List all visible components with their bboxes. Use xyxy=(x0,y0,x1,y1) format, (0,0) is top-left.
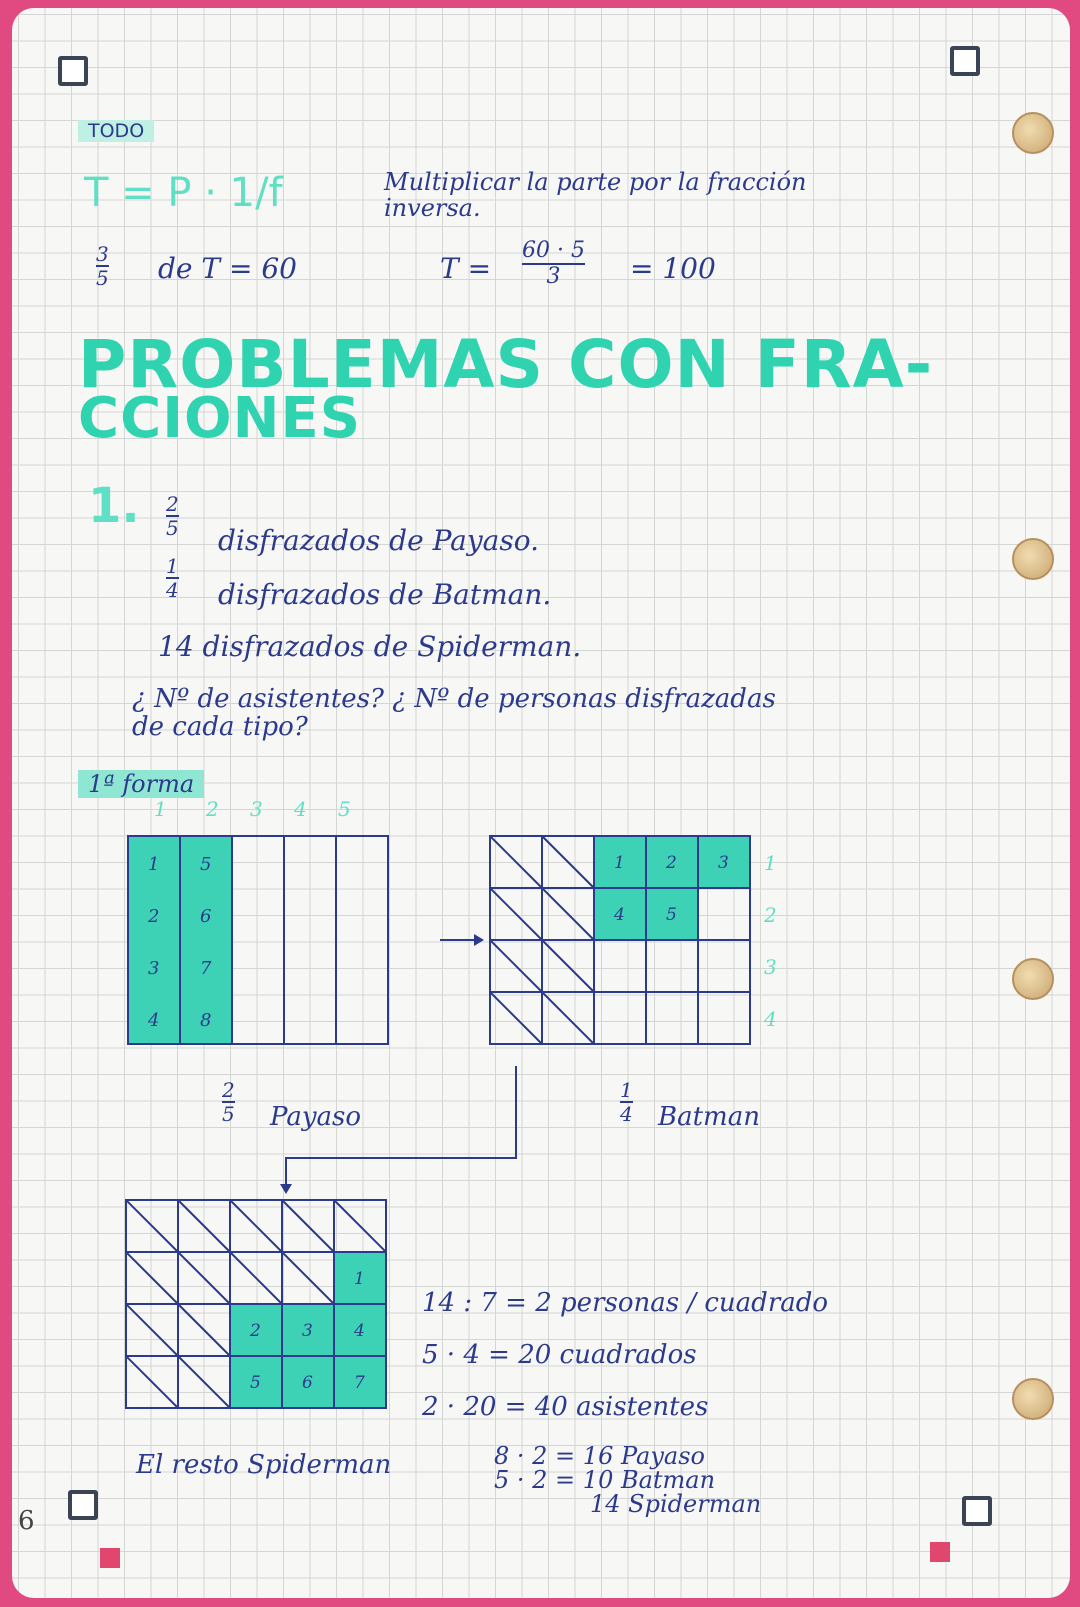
svg-text:1: 1 xyxy=(154,797,167,821)
svg-text:8: 8 xyxy=(200,1010,212,1031)
svg-text:4: 4 xyxy=(148,1010,160,1031)
svg-text:2: 2 xyxy=(666,853,677,873)
formula-explanation-1: Multiplicar la parte por la fracción xyxy=(384,168,807,196)
example-calc-den: 3 xyxy=(546,264,561,289)
svg-text:1: 1 xyxy=(614,853,625,873)
svg-text:1: 1 xyxy=(764,851,777,875)
svg-text:2: 2 xyxy=(764,903,777,927)
svg-text:5: 5 xyxy=(338,797,351,821)
svg-text:3: 3 xyxy=(764,955,777,979)
problem-fraction-1-den: 5 xyxy=(166,516,179,540)
batman-fraction-num: 1 xyxy=(620,1078,633,1102)
question-line-2: de cada tipo? xyxy=(132,712,308,742)
svg-text:2: 2 xyxy=(206,797,219,821)
svg-text:3: 3 xyxy=(250,797,263,821)
svg-text:2: 2 xyxy=(148,906,160,927)
batman-fraction-den: 4 xyxy=(620,1102,633,1126)
svg-text:3: 3 xyxy=(718,853,729,873)
svg-text:4: 4 xyxy=(764,1007,777,1031)
calc-line-4: 8 · 2 = 16 Payaso xyxy=(494,1442,705,1470)
svg-text:5: 5 xyxy=(200,854,212,875)
calc-line-2: 5 · 4 = 20 cuadrados xyxy=(422,1340,697,1370)
payaso-fraction xyxy=(222,1080,235,1124)
title-line-2: CCIONES xyxy=(78,386,362,451)
example-result: = 100 xyxy=(630,252,716,285)
section-label: 1ª forma xyxy=(78,770,204,798)
payaso-fraction-den: 5 xyxy=(222,1102,235,1126)
svg-text:4: 4 xyxy=(614,905,625,925)
batman-label: Batman xyxy=(658,1102,760,1132)
example-equation: de T = 60 xyxy=(158,252,297,285)
rest-label: El resto Spiderman xyxy=(136,1450,392,1480)
calc-line-5: 5 · 2 = 10 Batman xyxy=(494,1466,716,1494)
problem-line-2: disfrazados de Batman. xyxy=(218,578,552,611)
payaso-label: Payaso xyxy=(270,1102,362,1132)
svg-text:5: 5 xyxy=(250,1373,261,1393)
title-line-1: PROBLEMAS CON FRA- xyxy=(78,326,934,403)
problem-line-1: disfrazados de Payaso. xyxy=(218,524,540,557)
payaso-grid xyxy=(128,836,388,1044)
svg-text:6: 6 xyxy=(302,1373,313,1393)
payaso-fraction-num: 2 xyxy=(222,1078,235,1102)
question-line-1: ¿ Nº de asistentes? ¿ Nº de personas disfrazadas xyxy=(132,684,776,714)
svg-text:7: 7 xyxy=(354,1373,365,1393)
calc-line-6: 14 Spiderman xyxy=(590,1490,762,1518)
example-fraction-den: 5 xyxy=(96,266,109,290)
problem-fraction-2-num: 1 xyxy=(166,554,179,578)
spiderman-grid xyxy=(126,1200,386,1408)
svg-text:7: 7 xyxy=(200,958,212,979)
todo-label: TODO xyxy=(78,120,154,142)
batman-fraction xyxy=(620,1080,633,1124)
calc-line-1: 14 : 7 = 2 personas / cuadrado xyxy=(422,1288,829,1318)
column-numbers xyxy=(154,797,351,821)
svg-text:1: 1 xyxy=(148,854,160,875)
formula-explanation-2: inversa. xyxy=(384,194,481,222)
problem-fraction-2-den: 4 xyxy=(166,578,179,602)
svg-text:3: 3 xyxy=(302,1321,313,1341)
example-t: T = xyxy=(440,252,492,285)
svg-text:6: 6 xyxy=(200,906,212,927)
formula-main: T = P · 1/f xyxy=(84,170,283,216)
problem-line-3: 14 disfrazados de Spiderman. xyxy=(158,630,582,663)
svg-text:4: 4 xyxy=(294,797,307,821)
svg-text:2: 2 xyxy=(250,1321,261,1341)
notebook-page xyxy=(12,8,1070,1598)
problem-fraction-1-num: 2 xyxy=(166,492,179,516)
example-fraction-num: 3 xyxy=(96,242,109,266)
page-number: 6 xyxy=(18,1506,35,1536)
svg-text:4: 4 xyxy=(354,1321,365,1341)
svg-text:5: 5 xyxy=(666,905,677,925)
problem-number: 1. xyxy=(88,478,140,534)
calc-line-3: 2 · 20 = 40 asistentes xyxy=(422,1392,709,1422)
batman-grid xyxy=(490,836,777,1044)
svg-text:1: 1 xyxy=(354,1269,365,1289)
svg-text:3: 3 xyxy=(148,958,160,979)
example-calc-num: 60 · 5 xyxy=(522,238,585,263)
